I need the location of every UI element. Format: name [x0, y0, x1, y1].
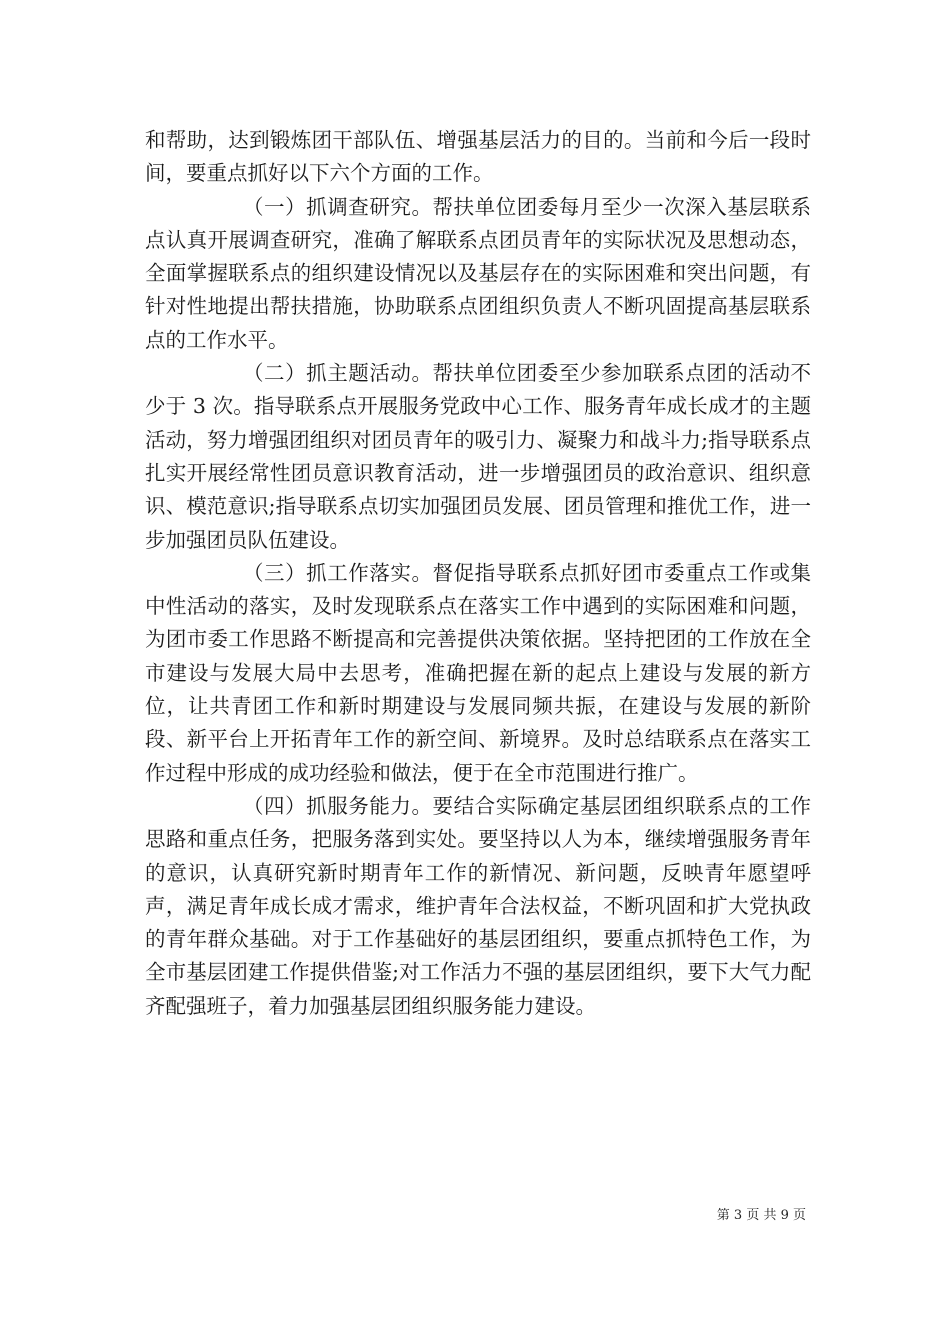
- paragraph-work-implementation: （三）抓工作落实。督促指导联系点抓好团市委重点工作或集中性活动的落实，及时发现联系点在落实工作中遇到的实际困难和问题，为团市委工作思路不断提高和完善提供决策依据。坚持把团的工作放在全市建设与发展大局中去思考，准确把握在新的起点上建设与发展的新方位，让共青团工作和新时期建设与发展同频共振，在建设与发展的新阶段、新平台上开拓青年工作的新空间、新境界。及时总结联系点在落实工作过程中形成的成功经验和做法，便于在全市范围进行推广。: [145, 560, 811, 785]
- document-body: [145, 124, 811, 1023]
- paragraph-continuation: 和帮助，达到锻炼团干部队伍、增强基层活力的目的。当前和今后一段时间，要重点抓好以下六个方面的工作。: [145, 128, 811, 186]
- page-number-footer: 第 3 页 共 9 页: [716, 1208, 806, 1223]
- paragraph-theme-activities: （二）抓主题活动。帮扶单位团委至少参加联系点团的活动不少于 3 次。指导联系点开展服务党政中心工作、服务青年成长成才的主题活动，努力增强团组织对团员青年的吸引力、凝聚力和战斗力;指导联系点扎实开展经常性团员意识教育活动，进一步增强团员的政治意识、组织意识、模范意识;指导联系点切实加强团员发展、团员管理和推优工作，进一步加强团员队伍建设。: [145, 361, 811, 552]
- paragraph-service-capacity: （四）抓服务能力。要结合实际确定基层团组织联系点的工作思路和重点任务，把服务落到实处。要坚持以人为本，继续增强服务青年的意识，认真研究新时期青年工作的新情况、新问题，反映青年愿望呼声，满足青年成长成才需求，维护青年合法权益，不断巩固和扩大党执政的青年群众基础。对于工作基础好的基层团组织，要重点抓特色工作，为全市基层团建工作提供借鉴;对工作活力不强的基层团组织，要下大气力配齐配强班子，着力加强基层团组织服务能力建设。: [145, 793, 811, 1018]
- paragraph-investigation: （一）抓调查研究。帮扶单位团委每月至少一次深入基层联系点认真开展调查研究，准确了解联系点团员青年的实际状况及思想动态，全面掌握联系点的组织建设情况以及基层存在的实际困难和突出问题，有针对性地提出帮扶措施，协助联系点团组织负责人不断巩固提高基层联系点的工作水平。: [145, 194, 811, 352]
